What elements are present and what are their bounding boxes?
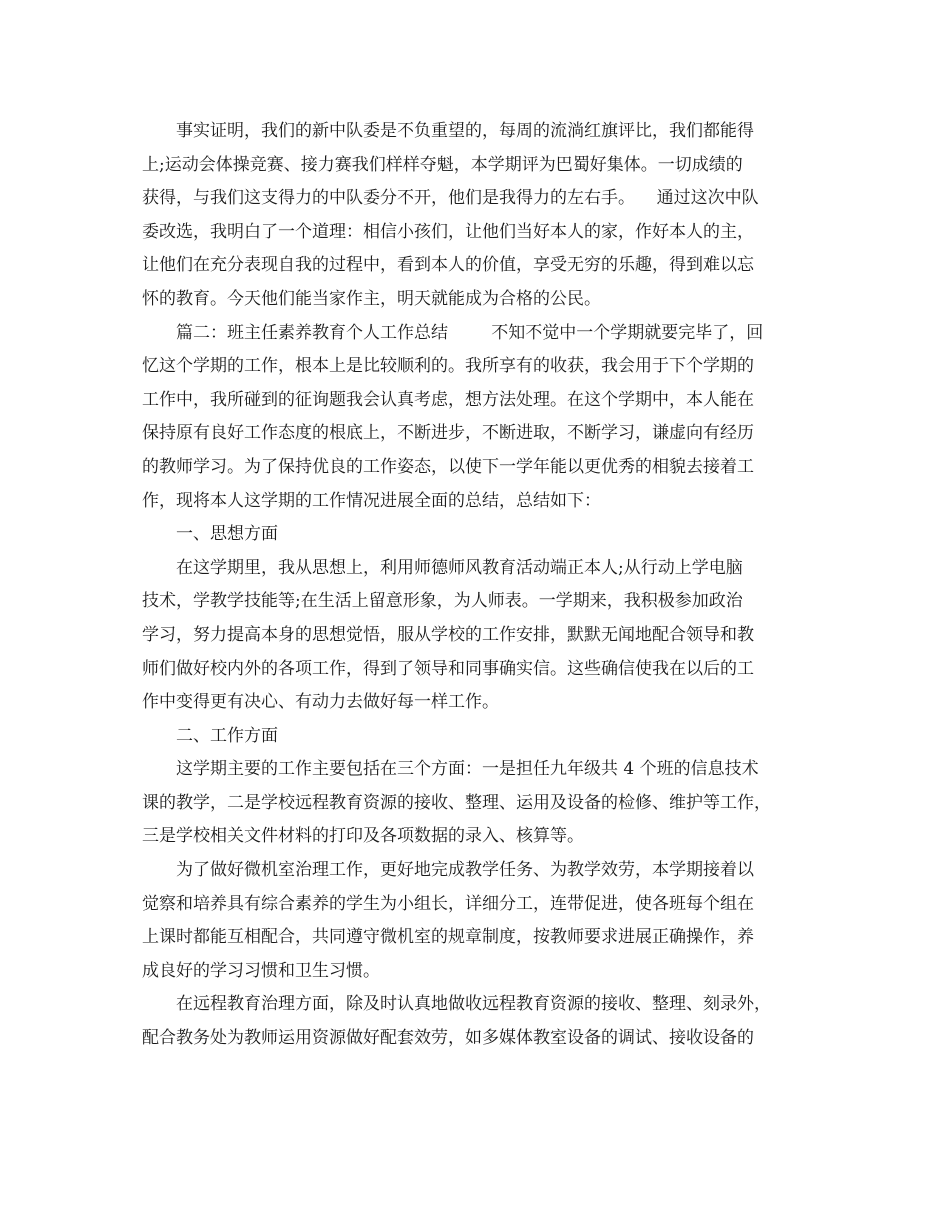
text-line: 三是学校相关文件材料的打印及各项数据的录入、核算等。	[142, 826, 584, 847]
text-line: 获得，与我们这支得力的中队委分不开，他们是我得力的左右手。 通过这次中队	[142, 188, 759, 209]
text-line: 事实证明，我们的新中队委是不负重望的，每周的流淌红旗评比，我们都能得	[176, 121, 754, 141]
text-line: 在这学期里，我从思想上，利用师德师风教育活动端正本人;从行动上学电脑	[176, 557, 743, 578]
text-line: 怀的教育。今天他们能当家作主，明天就能成为合格的公民。	[142, 288, 601, 309]
section-heading: 二、工作方面	[176, 725, 278, 746]
text-line: 的教师学习。为了保持优良的工作姿态，以使下一学年能以更优秀的相貌去接着工	[142, 456, 754, 477]
document-page	[142, 115, 810, 1056]
text-line: 技术，学教学技能等;在生活上留意形象，为人师表。一学期来，我积极参加政治	[142, 591, 743, 612]
section-heading: 一、思想方面	[176, 524, 278, 545]
section-heading: 篇二：班主任素养教育个人工作总结 不知不觉中一个学期就要完毕了，回	[176, 322, 764, 343]
text-line: 觉察和培养具有综合素养的学生为小组长，详细分工，连带促进，使各班每个组在	[142, 893, 754, 914]
text-line: 这学期主要的工作主要包括在三个方面：一是担任九年级共 4 个班的信息技术	[176, 759, 759, 780]
text-line: 让他们在充分表现自我的过程中，看到本人的价值，享受无穷的乐趣，得到难以忘	[142, 255, 754, 276]
text-line: 保持原有良好工作态度的根底上，不断进步，不断进取，不断学习，谦虚向有经历	[142, 423, 754, 444]
text-line: 忆这个学期的工作，根本上是比较顺利的。我所享有的收获，我会用于下个学期的	[142, 356, 754, 377]
text-line: 为了做好微机室治理工作，更好地完成教学任务、为教学效劳，本学期接着以	[176, 860, 754, 881]
text-line: 作中变得更有决心、有动力去做好每一样工作。	[142, 692, 499, 713]
text-line: 成良好的学习习惯和卫生习惯。	[142, 960, 380, 981]
text-line: 委改选，我明白了一个道理：相信小孩们，让他们当好本人的家，作好本人的主，	[142, 221, 754, 242]
text-line: 课的教学，二是学校远程教育资源的接收、整理、运用及设备的检修、维护等工作，	[142, 792, 771, 813]
text-line: 师们做好校内外的各项工作，得到了领导和同事确实信。这些确信使我在以后的工	[142, 658, 754, 679]
text-line: 在远程教育治理方面，除及时认真地做收远程教育资源的接收、整理、刻录外，	[176, 994, 771, 1015]
text-line: 上;运动会体操竞赛、接力赛我们样样夺魁，本学期评为巴蜀好集体。一切成绩的	[142, 154, 743, 175]
text-line: 学习，努力提高本身的思想觉悟，服从学校的工作安排，默默无闻地配合领导和教	[142, 624, 754, 645]
text-line: 配合教务处为教师运用资源做好配套效劳，如多媒体教室设备的调试、接收设备的	[142, 1028, 754, 1049]
text-line: 工作中，我所碰到的征询题我会认真考虑，想方法处理。在这个学期中，本人能在	[142, 389, 754, 410]
text-line: 作，现将本人这学期的工作情况进展全面的总结，总结如下：	[142, 490, 601, 511]
text-line: 上课时都能互相配合，共同遵守微机室的规章制度，按教师要求进展正确操作，养	[142, 927, 754, 948]
